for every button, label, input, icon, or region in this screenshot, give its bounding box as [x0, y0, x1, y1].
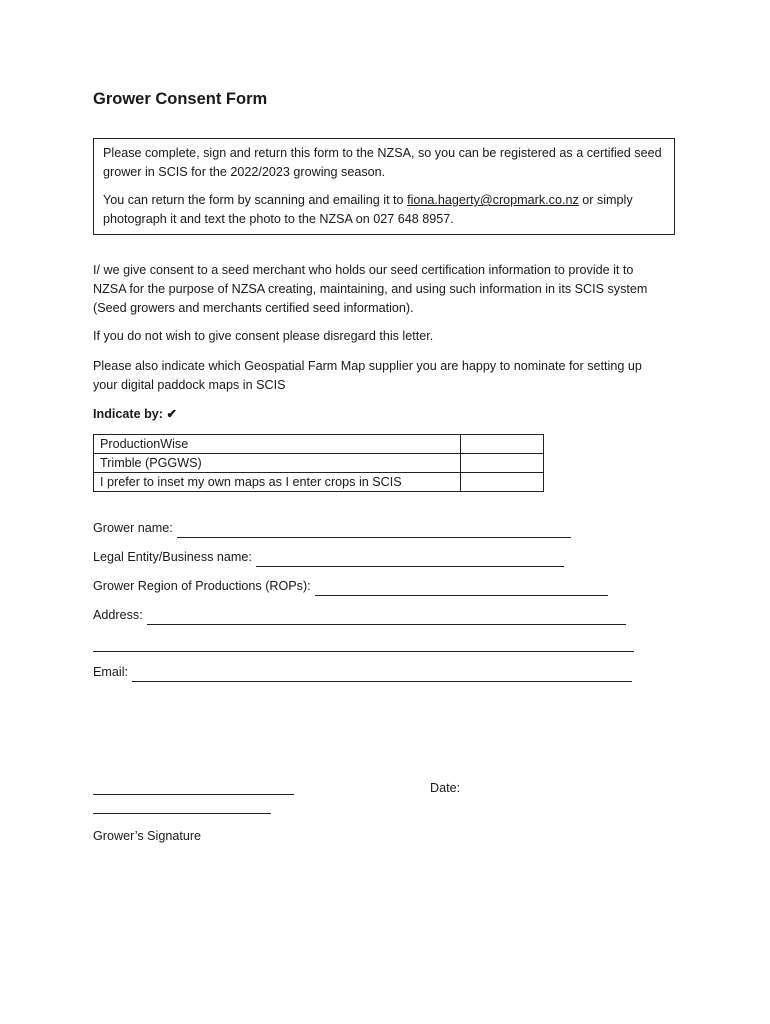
instructions-line-2: [103, 191, 665, 229]
email-input-line[interactable]: [132, 669, 632, 682]
instructions-line-1: Please complete, sign and return this form to the NZSA, so you can be registered as a certified seed grower in SCIS for the 2022/2023 growing season.: [103, 146, 662, 179]
legal-entity-input-line[interactable]: [256, 554, 564, 567]
signature-line[interactable]: [93, 794, 294, 795]
email-label: Email:: [93, 665, 128, 679]
map-supplier-paragraph: Please also indicate which Geospatial Farm Map supplier you are happy to nominate for setting up your digital paddock maps in SCIS: [93, 359, 642, 392]
table-row: [94, 473, 544, 492]
no-consent-paragraph: If you do not wish to give consent please disregard this letter.: [93, 329, 434, 343]
email-link[interactable]: fiona.hagerty@cropmark.co.nz: [407, 193, 579, 207]
option-label: Trimble (PGGWS): [94, 454, 461, 473]
grower-name-field: [93, 519, 571, 538]
grower-name-input-line[interactable]: [177, 525, 571, 538]
option-label: I prefer to inset my own maps as I enter crops in SCIS: [94, 473, 461, 492]
address-input-line[interactable]: [147, 612, 626, 625]
legal-entity-field: [93, 548, 564, 567]
option-checkbox-own-maps[interactable]: [461, 473, 544, 492]
option-checkbox-trimble[interactable]: [461, 454, 544, 473]
region-field: [93, 577, 608, 596]
signature-caption: Grower’s Signature: [93, 829, 202, 843]
address-second-line[interactable]: [93, 651, 634, 652]
table-row: [94, 435, 544, 454]
option-checkbox-productionwise[interactable]: [461, 435, 544, 454]
address-label: Address:: [93, 608, 143, 622]
region-input-line[interactable]: [315, 583, 608, 596]
legal-entity-label: Legal Entity/Business name:: [93, 550, 252, 564]
instructions-box: [93, 138, 675, 235]
option-label: ProductionWise: [94, 435, 461, 454]
instructions-line-2-suffix: or simply photograph it and text the photo to the NZSA on 027 648 8957.: [103, 193, 633, 226]
date-label: Date:: [430, 781, 461, 795]
indicate-label: Indicate by: ✔: [93, 407, 178, 421]
instructions-line-2-prefix: You can return the form by scanning and emailing it to: [103, 193, 408, 207]
table-row: [94, 454, 544, 473]
consent-paragraph: I/ we give consent to a seed merchant who holds our seed certification information to provide it to NZSA for the purpose of NZSA creating, maintaining, and using such information in its SCIS system (Seed growers and merchants certified seed information).: [93, 263, 648, 315]
date-line[interactable]: [93, 813, 271, 814]
form-title: Grower Consent Form: [93, 90, 268, 108]
region-label: Grower Region of Productions (ROPs):: [93, 579, 311, 593]
grower-name-label: Grower name:: [93, 521, 173, 535]
map-supplier-table: [93, 434, 544, 492]
address-field: [93, 606, 626, 625]
email-field: [93, 663, 632, 682]
